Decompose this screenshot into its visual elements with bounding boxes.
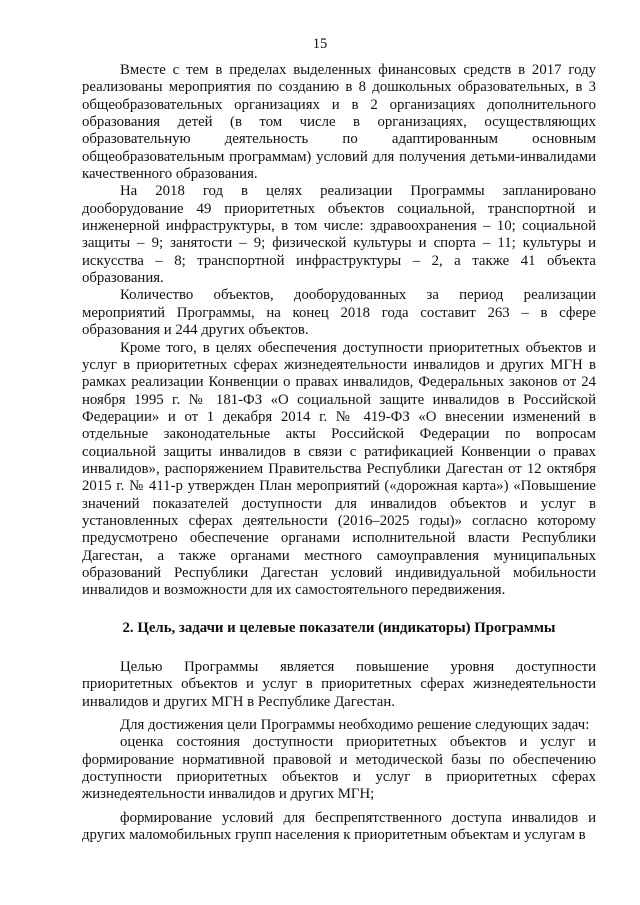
paragraph-objects-count: Количество объектов, дооборудованных за период реализации мероприятий Программы, на конец 2018 года составит 263 – в сфере образования и 244 других объектов. [82, 287, 596, 339]
page-body [82, 62, 596, 844]
paragraph-program-goal: Целью Программы является повышение уровня доступности приоритетных объектов и услуг в приоритетных сферах жизнедеятельности инвалидов и других МГН в Республике Дагестан. [82, 659, 596, 710]
list-item-task-assessment: оценка состояния доступности приоритетных объектов и услуг и формирование нормативной правовой и методической базы по обеспечению доступности приоритетных объектов и услуг в приоритетных сферах жизнедеятельности инвалидов и других МГН; [82, 734, 596, 803]
paragraph-tasks-intro: Для достижения цели Программы необходимо решение следующих задач: [120, 717, 590, 734]
paragraph-roadmap: Кроме того, в целях обеспечения доступности приоритетных объектов и услуг в приоритетных сферах жизнедеятельности инвалидов и других МГН в рамках реализации Конвенции о правах инвалидов, Федеральных законов от 24 ноября 1995 г. № 181-ФЗ «О социальной защите инвалидов в Российской Федерации» и от 1 декабря 2014 г. № 419-ФЗ «О внесении изменений в отдельные законодательные акты Российской Федерации по вопросам социальной защиты инвалидов в связи с ратификацией Конвенции о правах инвалидов», распоряжением Правительства Республики Дагестан от 12 октября 2015 г. № 411-р утвержден План мероприятий («дорожная карта») «Повышение значений показателей доступности для инвалидов объектов и услуг в установленных сферах деятельности (2016–2025 годы)» согласно которому предусмотрено обеспечение органами исполнительной власти Республики Дагестан, а также органами местного самоуправления муниципальных образований Республики Дагестан условий индивидуальной мобильности инвалидов и возможности для их самостоятельного передвижения. [82, 339, 596, 599]
paragraph-plan-2018: На 2018 год в целях реализации Программы запланировано дооборудование 49 приоритетных объектов социальной, транспортной и инженерной инфраструктуры, в том числе: здравоохранения – 10; социальной защиты – 9; занятости – 9; физической культуры и спорта – 11; культуры и искусства – 8; транспортной инфраструктуры – 2, а также 41 объекта образования. [82, 183, 596, 287]
list-item-task-access-conditions: формирование условий для беспрепятственного доступа инвалидов и других маломобильных групп населения к приоритетным объектам и услугам в [82, 809, 596, 844]
page-number: 15 [312, 36, 328, 52]
paragraph-funding-2017: Вместе с тем в пределах выделенных финансовых средств в 2017 году реализованы мероприятия по созданию в 8 дошкольных образовательных, в 3 общеобразовательных организациях и в 2 организациях дополнительного образования детей (в том числе в организациях, осуществляющих образовательную деятельность по адаптированным основным общеобразовательным программам) условий для получения детьми-инвалидами качественного образования. [82, 62, 596, 183]
section-heading: 2. Цель, задачи и целевые показатели (индикаторы) Программы [122, 619, 556, 636]
